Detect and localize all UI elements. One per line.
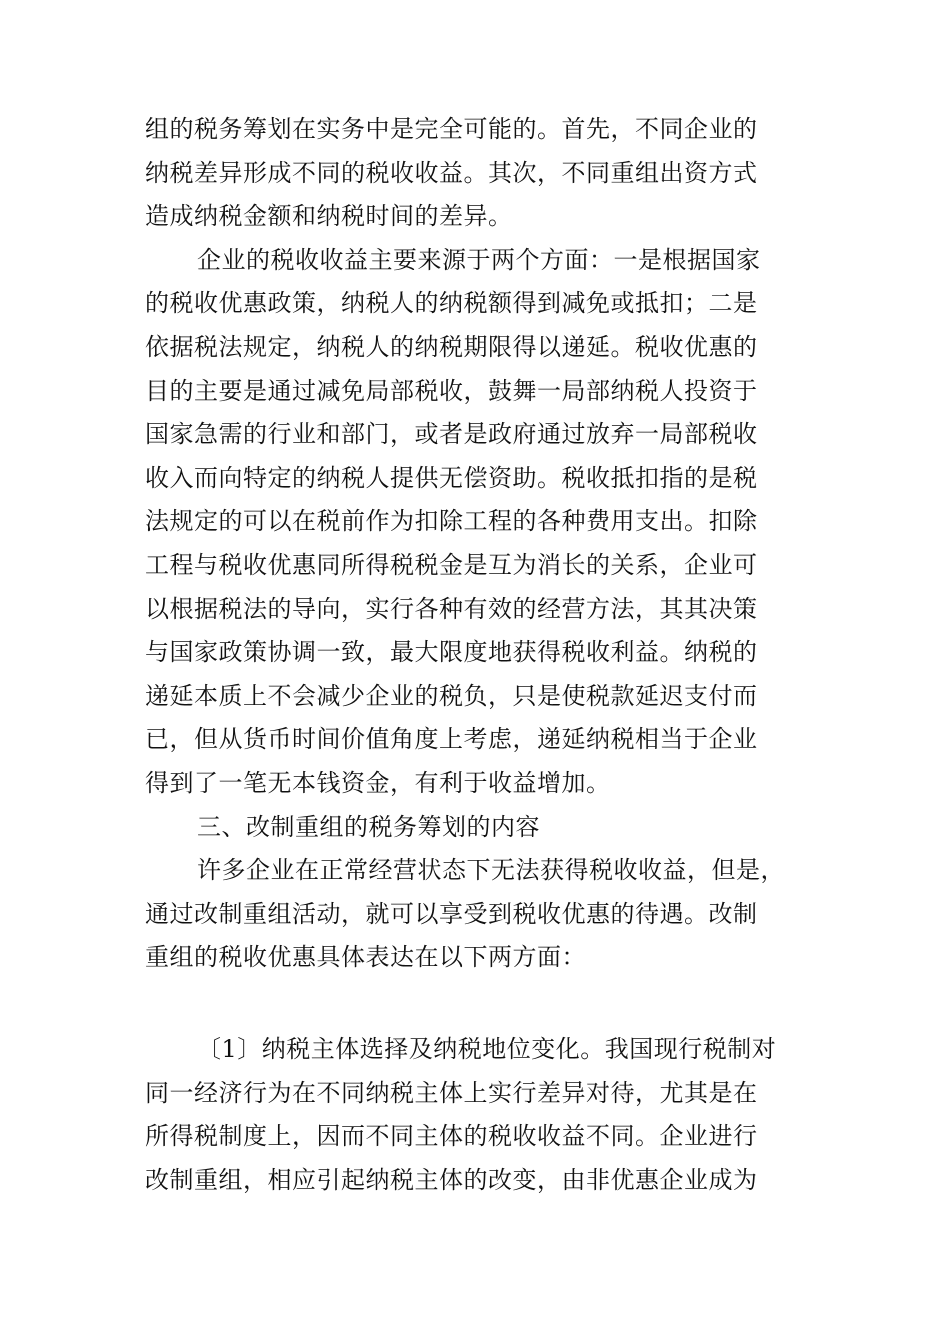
text-line: 组的税务筹划在实务中是完全可能的。首先，不同企业的	[145, 115, 758, 143]
text-line: 改制重组，相应引起纳税主体的改变，由非优惠企业成为	[145, 1165, 758, 1194]
text-line: 递延本质上不会减少企业的税负，只是使税款延迟支付而	[145, 681, 758, 710]
text-line: 工程与税收优惠同所得税税金是互为消长的关系，企业可	[145, 550, 758, 579]
text-line: 目的主要是通过减免局部税收，鼓舞一局部纳税人投资于	[145, 376, 758, 405]
text-line: 以根据税法的导向，实行各种有效的经营方法，其其决策	[145, 594, 758, 623]
text-line: 国家急需的行业和部门，或者是政府通过放弃一局部税收	[145, 420, 758, 449]
text-line: 已，但从货币时间价值角度上考虑，递延纳税相当于企业	[145, 725, 758, 754]
text-line: 许多企业在正常经营状态下无法获得税收收益，但是，	[197, 856, 785, 885]
body-text-lower	[145, 1028, 800, 1202]
body-text-upper	[145, 108, 800, 980]
text-line: 造成纳税金额和纳税时间的差异。	[145, 202, 513, 231]
text-line: 依据税法规定，纳税人的纳税期限得以递延。税收优惠的	[145, 332, 758, 361]
text-line: 的税收优惠政策，纳税人的纳税额得到减免或抵扣；二是	[145, 289, 758, 318]
text-line: 通过改制重组活动，就可以享受到税收优惠的待遇。改制	[145, 899, 758, 928]
text-line: 法规定的可以在税前作为扣除工程的各种费用支出。扣除	[145, 507, 758, 536]
text-line: 同一经济行为在不同纳税主体上实行差异对待，尤其是在	[145, 1078, 758, 1107]
list-item-1: 〔1〕纳税主体选择及纳税地位变化。我国现行税制对	[197, 1035, 777, 1063]
text-line: 纳税差异形成不同的税收收益。其次，不同重组出资方式	[145, 158, 758, 187]
text-line: 与国家政策协调一致，最大限度地获得税收利益。纳税的	[145, 638, 758, 667]
text-line: 得到了一笔无本钱资金，有利于收益增加。	[145, 768, 611, 797]
text-line: 重组的税收优惠具体表达在以下两方面：	[145, 943, 586, 972]
text-line: 收入而向特定的纳税人提供无偿资助。税收抵扣指的是税	[145, 463, 758, 492]
text-line: 所得税制度上，因而不同主体的税收收益不同。企业进行	[145, 1122, 758, 1151]
section-heading: 三、改制重组的税务筹划的内容	[197, 812, 540, 841]
text-line: 企业的税收收益主要来源于两个方面：一是根据国家	[197, 245, 761, 274]
